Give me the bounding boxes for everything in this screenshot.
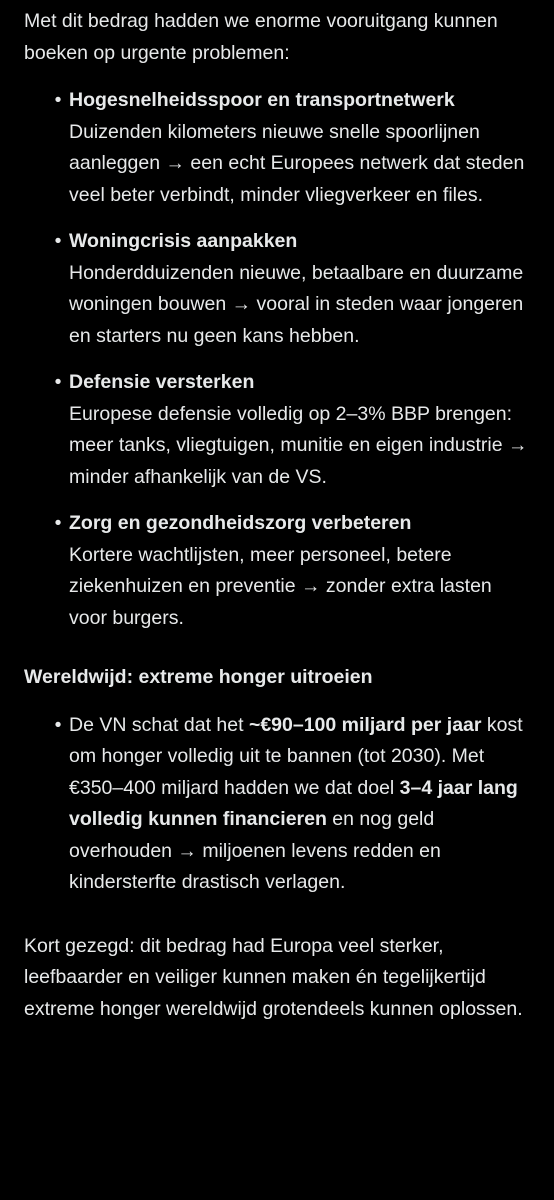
bullet-icon: • <box>54 713 62 736</box>
item-text: Duizenden kilometers nieuwe snelle spoorlijnen aanleggen → een echt Europees netwerk dat steden veel beter verbindt, minder vliegverkeer en files. <box>69 120 525 206</box>
item-text-part: kost om honger volledig uit te bannen (tot 2030). Met €350–400 miljard hadden we dat doel <box>69 713 523 799</box>
closing-paragraph: Kort gezegd: dit bedrag had Europa veel sterker, leefbaarder en veiliger kunnen maken én tegelijkertijd extreme honger wereldwijd grotendeels kunnen oplossen. <box>24 934 523 1020</box>
item-text-bold: 3–4 jaar lang volledig kunnen financieren <box>69 776 518 830</box>
bullet-icon: • <box>54 512 62 534</box>
item-text: Kortere wachtlijsten, meer personeel, betere ziekenhuizen en preventie → zonder extra lasten voor burgers. <box>69 543 492 629</box>
list-item-rail <box>24 85 534 211</box>
section-heading: Wereldwijd: extreme honger uitroeien <box>24 666 373 688</box>
item-text-part: De VN schat dat het <box>69 713 249 736</box>
item-text: Honderdduizenden nieuwe, betaalbare en duurzame woningen bouwen → vooral in steden waar jongeren en starters nu geen kans hebben. <box>69 261 524 347</box>
list-item-defense <box>24 367 534 493</box>
world-list <box>24 710 534 899</box>
item-title: Zorg en gezondheidszorg verbeteren <box>69 512 412 534</box>
intro-paragraph: Met dit bedrag hadden we enorme vooruitgang kunnen boeken op urgente problemen: <box>24 10 498 64</box>
list-item-hunger <box>24 710 534 899</box>
list-item-healthcare <box>24 508 534 634</box>
bullet-icon: • <box>54 89 62 111</box>
item-title: Hogesnelheidsspoor en transportnetwerk <box>69 89 455 111</box>
bullet-icon: • <box>54 230 62 252</box>
item-title: Woningcrisis aanpakken <box>69 230 298 252</box>
item-text-part: en nog geld overhouden → miljoenen levens redden en kindersterfte drastisch verlagen. <box>69 808 441 893</box>
list-item-housing <box>24 226 534 352</box>
item-text: Europese defensie volledig op 2–3% BBP brengen: meer tanks, vliegtuigen, munitie en eigen industrie → minder afhankelijk van de VS. <box>69 402 528 488</box>
item-text-bold: ~€90–100 miljard per jaar <box>248 713 482 736</box>
item-title: Defensie versterken <box>69 371 255 393</box>
bullet-icon: • <box>54 371 62 393</box>
proposals-list <box>24 85 534 634</box>
